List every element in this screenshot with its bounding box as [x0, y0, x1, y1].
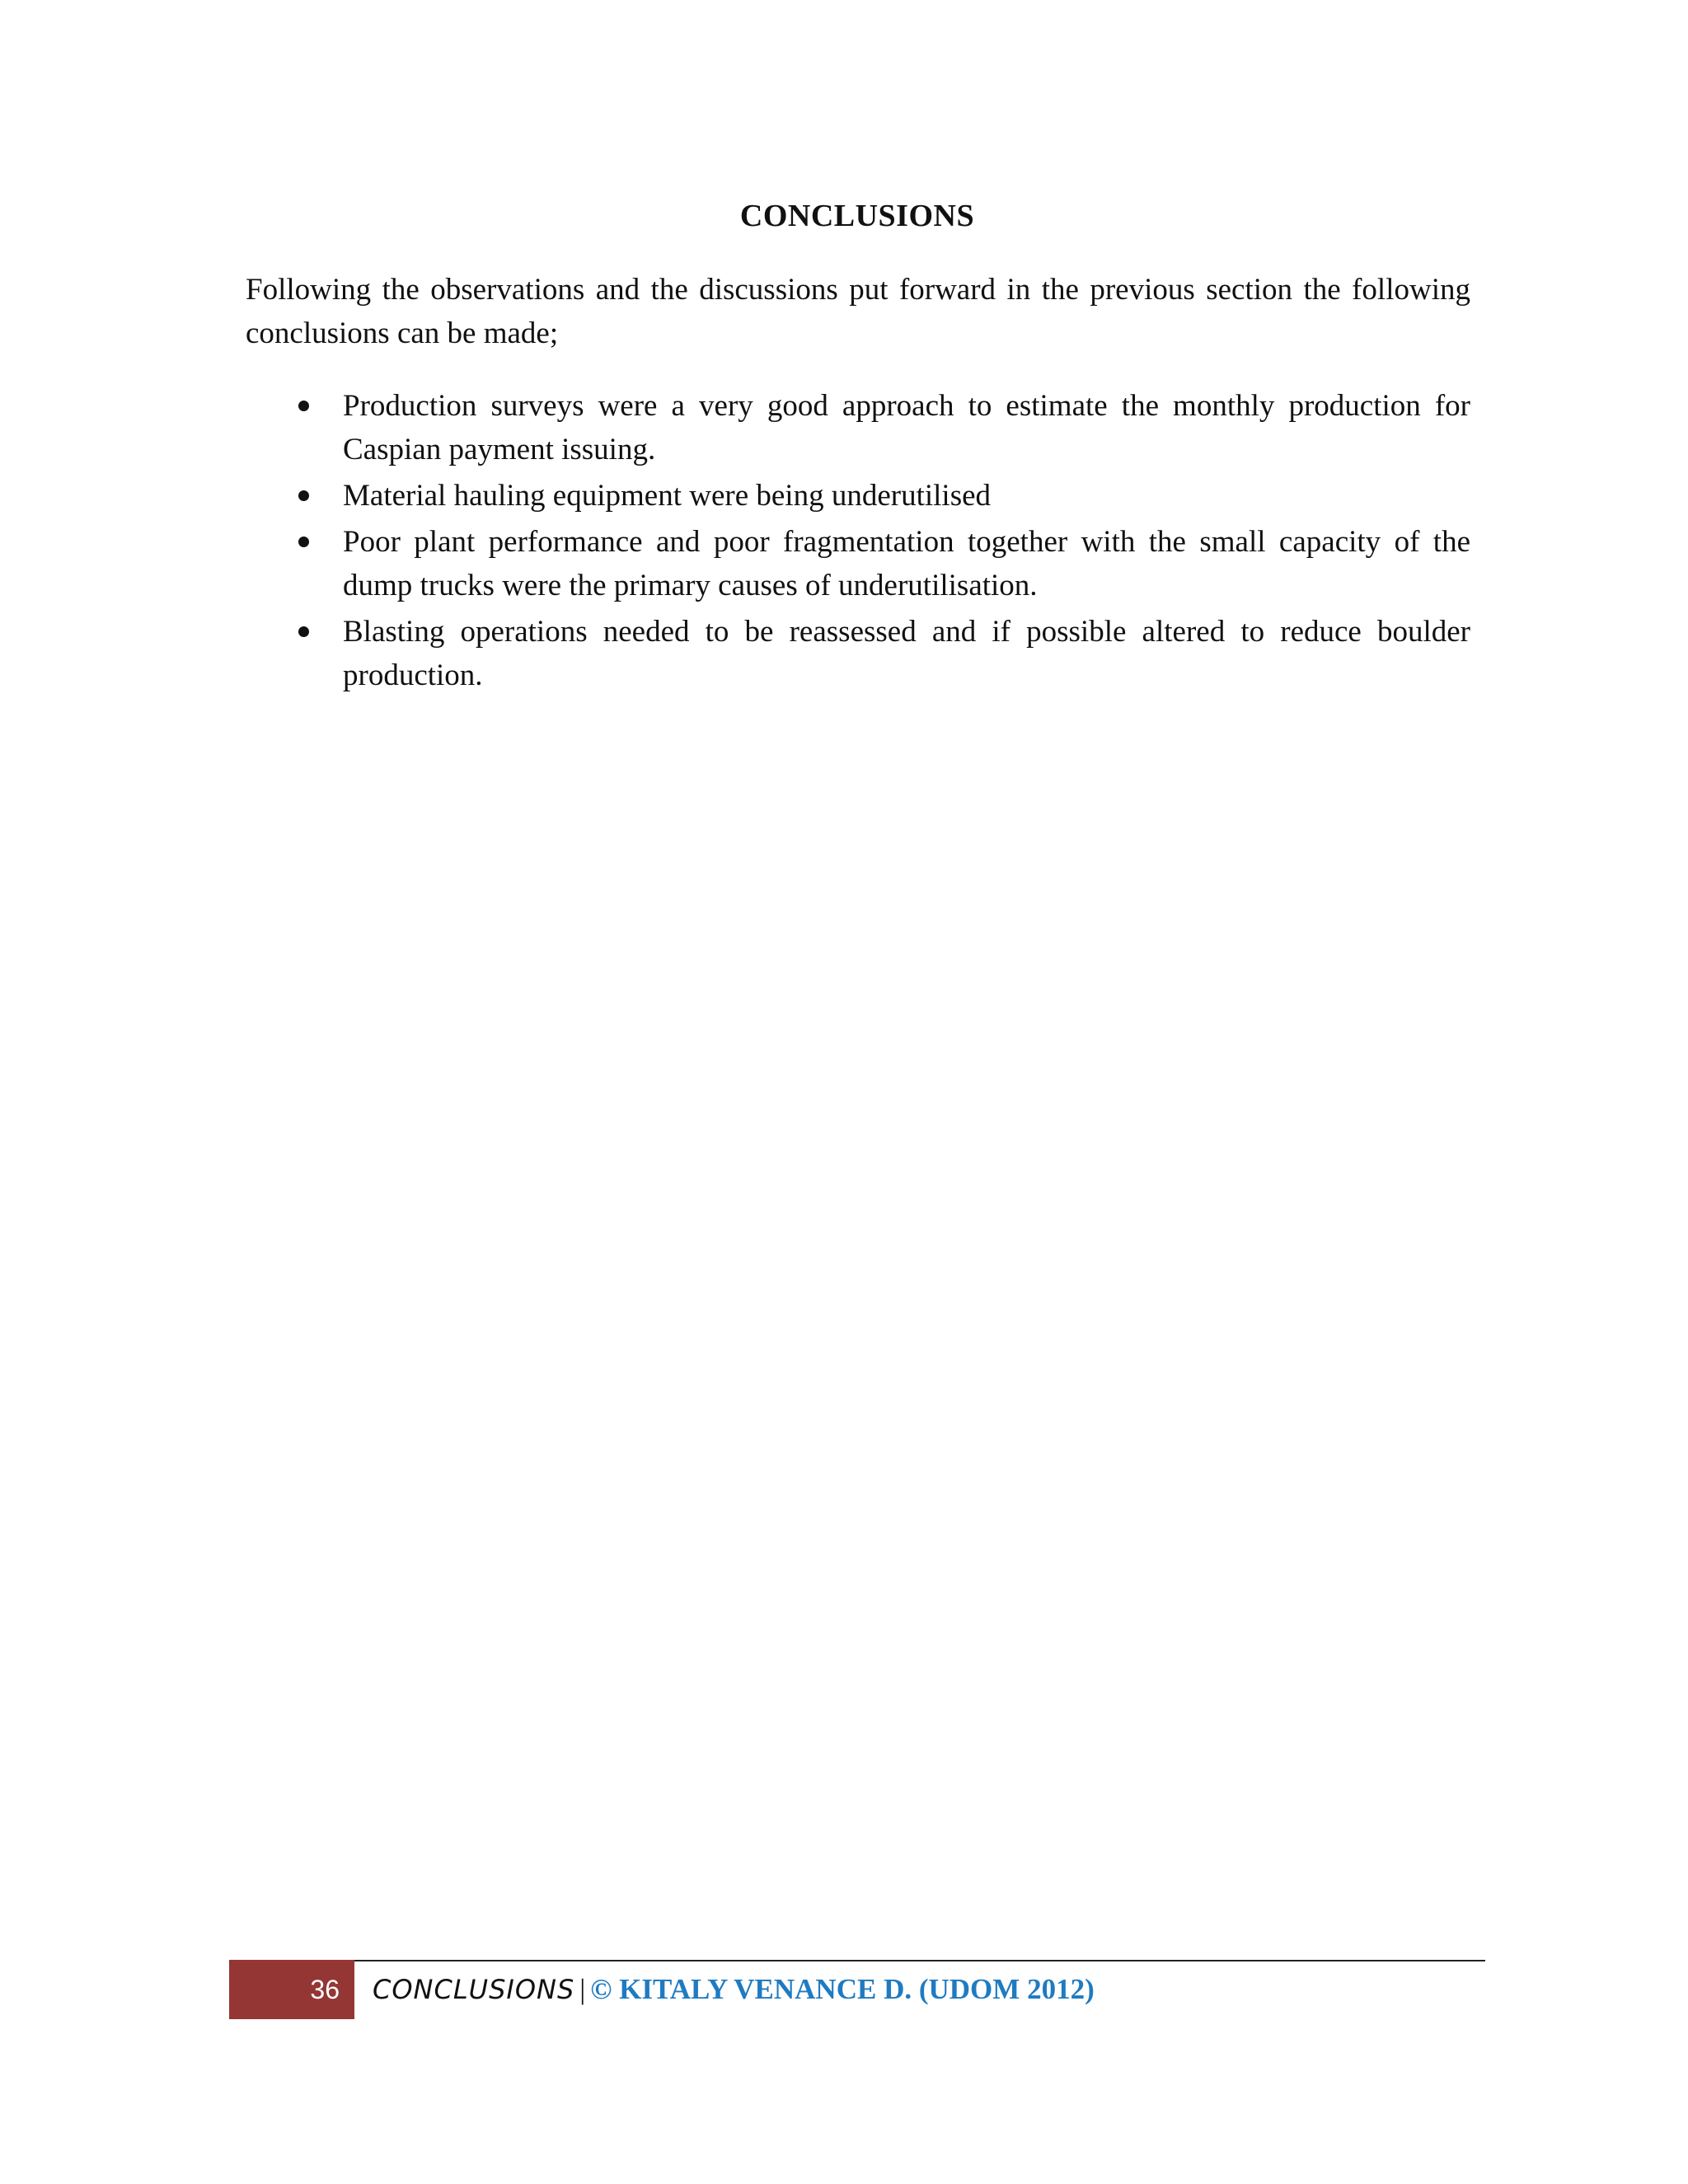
bullet-icon [298, 626, 309, 637]
bullet-icon [298, 401, 309, 411]
footer-section-name: CONCLUSIONS [373, 1974, 575, 2005]
conclusions-list [246, 384, 1470, 700]
list-item [246, 384, 1470, 471]
footer [373, 1970, 1095, 2009]
list-item [246, 520, 1470, 607]
footer-copyright: © KITALY VENANCE D. (UDOM 2012) [590, 1973, 1095, 2005]
bullet-icon [298, 537, 309, 547]
list-item-text: Blasting operations needed to be reassessed and if possible altered to reduce boulder production. [343, 615, 1470, 692]
bullet-icon [298, 490, 309, 501]
page-number-box [229, 1960, 354, 2019]
list-item-text: Poor plant performance and poor fragmentation together with the small capacity of the dump trucks were the primary causes of underutilisation. [343, 525, 1470, 602]
page-number: 36 [310, 1975, 340, 2004]
list-item-text: Production surveys were a very good approach to estimate the monthly production for Caspian payment issuing. [343, 389, 1470, 466]
page-title: CONCLUSIONS [739, 199, 975, 233]
footer-separator: | [579, 1973, 586, 2005]
list-item-text: Material hauling equipment were being underutilised [343, 479, 992, 513]
intro-paragraph: Following the observations and the discussions put forward in the previous section the following conclusions can be made; [246, 273, 1470, 350]
footer-divider [354, 1960, 1485, 1961]
list-item [246, 610, 1470, 697]
list-item [246, 474, 1470, 518]
